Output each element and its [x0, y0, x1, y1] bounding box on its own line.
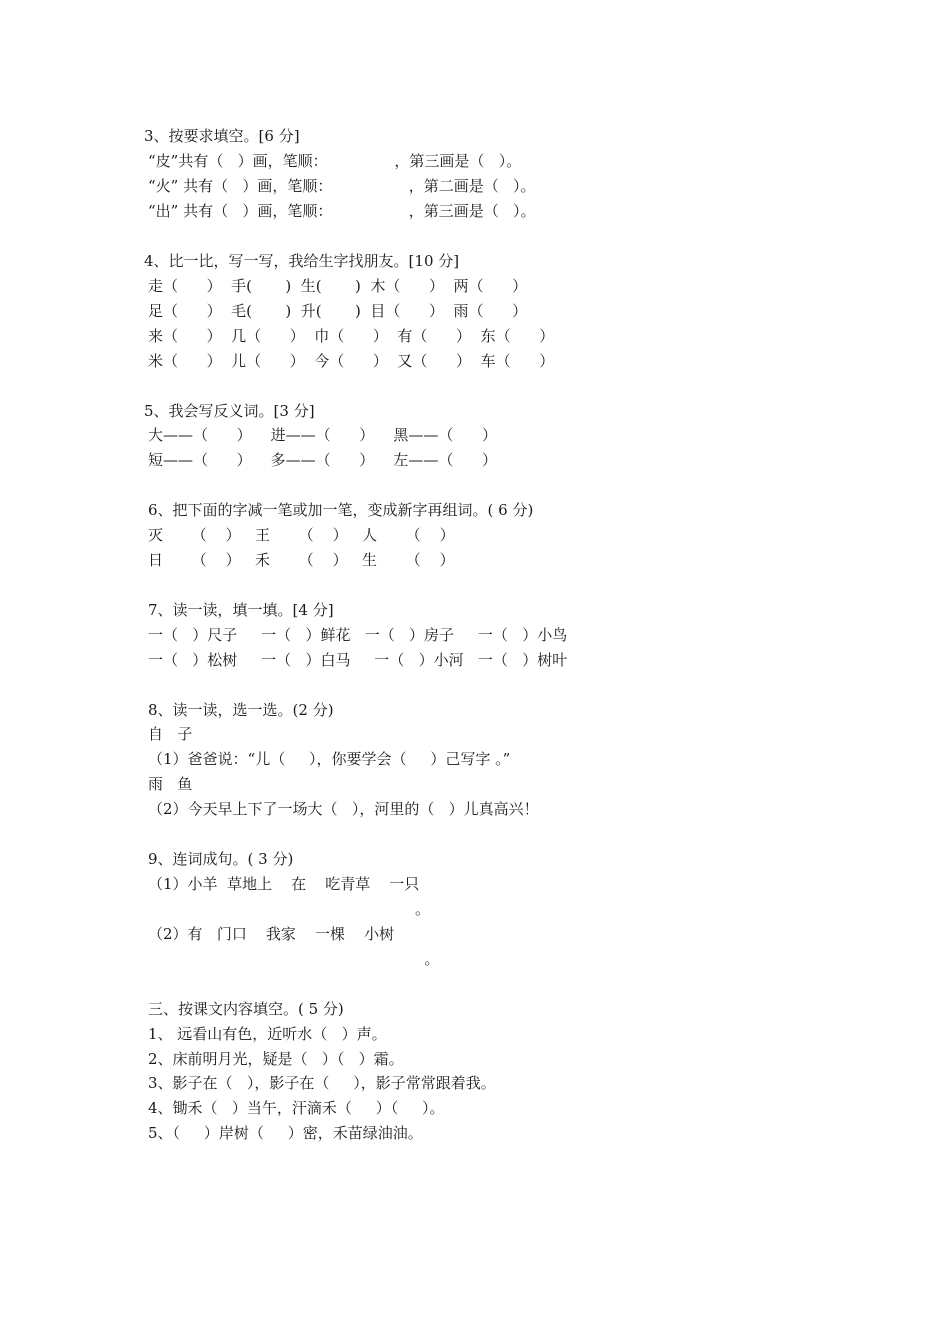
question-line: 一（ ）尺子 一（ ）鲜花 一（ ）房子 一（ ）小鸟 [148, 626, 568, 644]
section-title: 4、比一比，写一写，我给生字找朋友。[10 分] [144, 252, 460, 270]
section-title: 7、读一读，填一填。[4 分] [148, 601, 334, 619]
section-title: 6、把下面的字减一笔或加一笔，变成新字再组词。( 6 分) [148, 501, 534, 519]
question-line: 短——（ ） 多——（ ） 左——（ ） [148, 451, 497, 469]
question-line: 雨 鱼 [148, 775, 193, 793]
question-line: 一（ ）松树 一（ ）白马 一（ ）小河 一（ ）树叶 [148, 651, 568, 669]
question-line: 2、床前明月光，疑是（ ）（ ）霜。 [148, 1050, 404, 1068]
section-title: 3、按要求填空。[6 分] [144, 127, 300, 145]
question-line: 米（ ） 儿（ ） 今（ ） 又（ ） 车（ ） [148, 352, 555, 370]
question-line: （1）小羊 草地上 在 吃青草 一只 [148, 875, 420, 893]
question-line: 来（ ） 几（ ） 巾（ ） 有（ ） 东（ ） [148, 327, 555, 345]
question-line: 1、 远看山有色，近听水（ ）声。 [148, 1025, 387, 1043]
question-line: 足（ ） 毛( ) 升( ) 目（ ） 雨（ ） [148, 302, 528, 320]
section-title: 9、连词成句。( 3 分) [148, 850, 294, 868]
question-line: （2）有 门口 我家 一棵 小树 [148, 925, 395, 943]
question-line: 走（ ） 手( ) 生( ) 木（ ） 两（ ） [148, 277, 528, 295]
question-line: （1）爸爸说：“儿（ ），你要学会（ ）己写字 。” [148, 750, 511, 768]
question-line: “火” 共有（ ）画，笔顺： ，第二画是（ ）。 [148, 177, 536, 195]
question-line: “出” 共有（ ）画，笔顺： ，第三画是（ ）。 [148, 202, 536, 220]
answer-line: 。 [148, 950, 440, 968]
question-line: 3、影子在（ ），影子在（ ），影子常常跟着我。 [148, 1074, 496, 1092]
question-line: “皮”共有（ ）画，笔顺： ，第三画是（ ）。 [148, 152, 522, 170]
section-title: 三、按课文内容填空。( 5 分) [148, 1000, 344, 1018]
question-line: 自 子 [148, 725, 193, 743]
question-line: （2）今天早上下了一场大（ ），河里的（ ）儿真高兴！ [148, 800, 539, 818]
section-title: 5、我会写反义词。[3 分] [144, 402, 315, 420]
question-line: 日 （ ） 禾 （ ） 生 （ ） [148, 551, 455, 569]
section-title: 8、读一读，选一选。(2 分) [148, 701, 334, 719]
question-line: 4、锄禾（ ）当午，汗滴禾（ ）（ ）。 [148, 1099, 445, 1117]
question-line: 灭 （ ） 王 （ ） 人 （ ） [148, 526, 455, 544]
answer-line: 。 [148, 900, 431, 918]
question-line: 大——（ ） 进——（ ） 黑——（ ） [148, 426, 497, 444]
question-line: 5、（ ）岸树（ ）密，禾苗绿油油。 [148, 1124, 423, 1142]
